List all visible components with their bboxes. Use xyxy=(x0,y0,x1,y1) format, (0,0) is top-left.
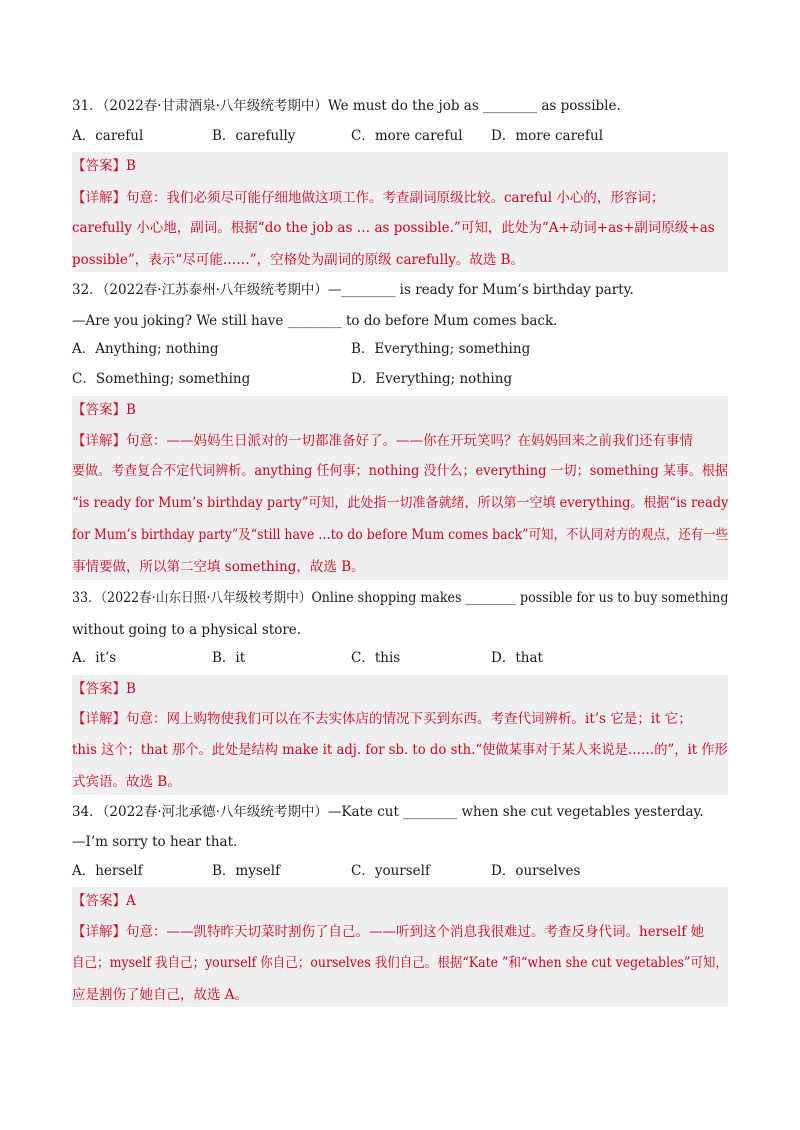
explanation-line: carefully 小心地，副词。根据“do the job as … as possible.”可知，此处为“A+动词+as+副词原级+as xyxy=(72,220,715,236)
option-d: D．Everything; nothing xyxy=(351,371,513,387)
explanation-line: 式宾语。故选 B。 xyxy=(72,774,181,790)
option-c: C．Something; something xyxy=(72,371,251,387)
explanation-line: 【详解】句意：——妈妈生日派对的一切都准备好了。——你在开玩笑吗？在妈妈回来之前我们还有事情 xyxy=(72,433,693,449)
answer-block-32 xyxy=(72,396,728,580)
question-34-stem: 34．（2022春·河北承德·八年级统考期中）—Kate cut ________ when she cut vegetables yesterday. xyxy=(72,804,704,820)
question-33-options xyxy=(72,649,728,667)
option-b: B．it xyxy=(212,650,246,666)
explanation-line: this 这个；that 那个。此处是结构 make it adj. for sb. to do sth.“使做某事对于某人来说是……的”，it 作形 xyxy=(72,742,728,758)
question-33-stem-line2: without going to a physical store. xyxy=(72,622,302,638)
option-b: B．carefully xyxy=(212,128,296,144)
question-31-stem: 31．（2022春·甘肃酒泉·八年级统考期中）We must do the job as ________ as possible. xyxy=(72,98,621,114)
explanation-line: possible”，表示“尽可能……”，空格处为副词的原级 carefully。故选 B。 xyxy=(72,252,525,268)
explanation-line: 要做。考查复合不定代词辨析。anything 任何事；nothing 没什么；everything 一切；something 某事。根据 xyxy=(72,463,728,479)
explanation-line: 【详解】句意：网上购物使我们可以在不去实体店的情况下买到东西。考查代词辨析。it’s 它是；it 它； xyxy=(72,711,692,727)
option-a: A．it’s xyxy=(72,650,117,666)
question-34-stem-line2: —I’m sorry to hear that. xyxy=(72,834,238,850)
answer-block-34 xyxy=(72,887,728,1007)
option-b: B．Everything; something xyxy=(351,341,531,357)
explanation-line: 【详解】句意：——凯特昨天切菜时割伤了自己。——听到这个消息我很难过。考查反身代词。herself 她 xyxy=(72,924,705,940)
explanation-line: 【详解】句意：我们必须尽可能仔细地做这项工作。考查副词原级比较。careful 小心的，形容词； xyxy=(72,190,665,206)
option-c: C．this xyxy=(351,650,401,666)
question-32-options-row1 xyxy=(72,340,728,358)
question-33-stem: 33．（2022春·山东日照·八年级校考期中）Online shopping makes ________ possible for us to buy something xyxy=(72,590,729,606)
option-c: C．yourself xyxy=(351,863,430,879)
option-d: D．that xyxy=(491,650,543,666)
question-32-stem: 32．（2022春·江苏泰州·八年级统考期中）—________ is ready for Mum’s birthday party. xyxy=(72,282,634,298)
explanation-line: for Mum’s birthday party”及“still have …to do before Mum comes back”可知，不认同对方的观点，还有一些 xyxy=(72,527,729,543)
explanation-line: 应是割伤了她自己，故选 A。 xyxy=(72,987,249,1003)
question-32-stem-line2: —Are you joking? We still have ________ to do before Mum comes back. xyxy=(72,313,558,329)
option-a: A．herself xyxy=(72,863,143,879)
option-d: D．more careful xyxy=(491,128,604,144)
answer-label: 【答案】B xyxy=(72,158,136,174)
question-32-options-row2 xyxy=(72,370,728,388)
answer-block-31 xyxy=(72,152,728,272)
option-a: A．Anything; nothing xyxy=(72,341,219,357)
option-a: A．careful xyxy=(72,128,144,144)
explanation-line: 事情要做，所以第二空填 something，故选 B。 xyxy=(72,559,365,575)
option-d: D．ourselves xyxy=(491,863,581,879)
explanation-line: 自己；myself 我自己；yourself 你自己；ourselves 我们自己。根据“Kate ”和“when she cut vegetables”可知， xyxy=(72,955,728,971)
answer-label: 【答案】B xyxy=(72,681,136,697)
answer-label: 【答案】B xyxy=(72,402,136,418)
question-31-options xyxy=(72,127,728,145)
option-c: C．more careful xyxy=(351,128,463,144)
option-b: B．myself xyxy=(212,863,281,879)
explanation-line: “is ready for Mum’s birthday party”可知，此处指一切准备就绪，所以第一空填 everything。根据“is ready xyxy=(72,495,729,511)
answer-label: 【答案】A xyxy=(72,893,136,909)
question-34-options xyxy=(72,862,728,880)
answer-block-33 xyxy=(72,675,728,795)
